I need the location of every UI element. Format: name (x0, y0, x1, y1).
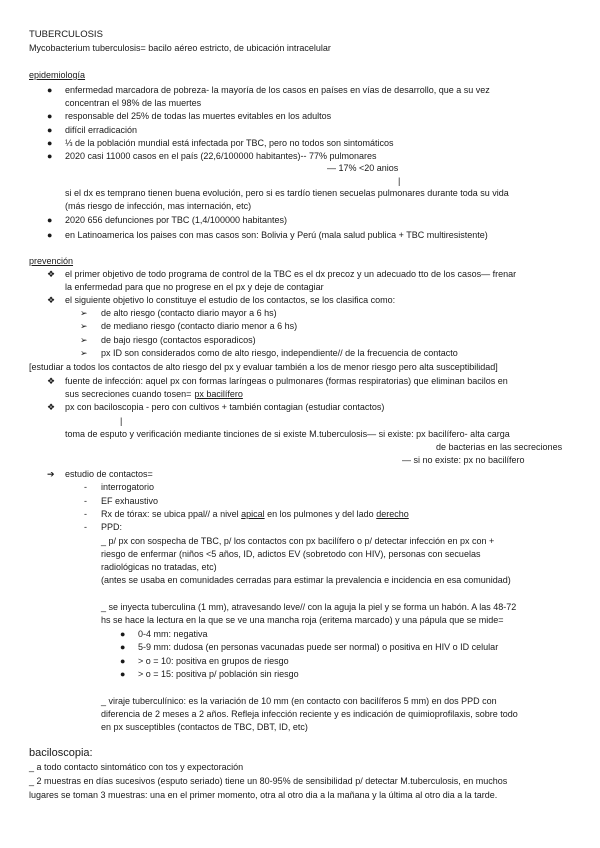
arrow-icon: ➢ (80, 348, 88, 358)
arrow-right-icon: ➔ (47, 469, 55, 479)
epi-connector: | (398, 176, 401, 186)
document-subtitle: Mycobacterium tuberculosis= bacilo aéreo estricto, de ubicación intracelular (29, 43, 331, 53)
epi-item: ⅓ de la población mundial está infectada por TBC, pero no todos son sintomáticos (65, 138, 394, 148)
prev-item: el primer objetivo de todo programa de control de la TBC es el dx precoz y un adecuado tto de los casos— frenar (65, 269, 517, 279)
dash-icon: - (84, 482, 87, 492)
bullet-icon: ● (120, 629, 126, 639)
contactos-item: PPD: (101, 522, 123, 532)
dash-icon: - (84, 522, 87, 532)
epi-item: difícil erradicación (65, 125, 138, 135)
bullet-icon: ● (47, 230, 53, 240)
diamond-icon: ❖ (47, 295, 56, 305)
document-title: TUBERCULOSIS (29, 29, 103, 40)
epi-item: 2020 casi 11000 casos en el país (22,6/100000 habitantes)-- 77% pulmonares (65, 151, 377, 161)
ppd-line: hs se hace la lectura en la que se ve una mancha roja (eritema marcado) y una pápula que se mide= (101, 615, 504, 625)
ppd-result: 0-4 mm: negativa (138, 629, 208, 639)
ppd-line: _ viraje tuberculínico: es la variación de 10 mm (en contacto con bacilíferos 5 mm) en dos PPD con (101, 696, 497, 706)
prev-item: px con baciloscopia - pero con cultivos + también contagian (estudiar contactos) (65, 402, 385, 412)
ppd-line: radiológicas no tratadas, etc) (101, 562, 217, 572)
prev-item: el siguiente objetivo lo constituye el estudio de los contactos, se los clasifica como: (65, 295, 396, 305)
epi-note: si el dx es temprano tienen buena evolución, pero si es tardío tienen secuelas pulmonares durante toda su vida (65, 188, 509, 198)
bullet-icon: ● (120, 642, 126, 652)
baciloscopia-heading: baciloscopia: (29, 747, 93, 759)
contactos-heading: estudio de contactos= (65, 469, 153, 479)
ppd-result: 5-9 mm: dudosa (en personas vacunadas puede ser normal) o positiva en HIV o ID celular (138, 642, 499, 652)
arrow-icon: ➢ (80, 335, 88, 345)
diamond-icon: ❖ (47, 376, 56, 386)
prev-item: fuente de infección: aquel px con formas laríngeas o pulmonares (formas respiratorias) que eliminan bacilos en (65, 376, 508, 386)
baciloscopia-line: _ a todo contacto sintomático con tos y expectoración (29, 762, 244, 772)
derecho-term: derecho (376, 509, 409, 519)
prev-item-cont: la enfermedad para que no progrese en el px y deje de contagiar (65, 282, 324, 292)
epi-item: 2020 656 defunciones por TBC (1,4/100000 habitantes) (65, 215, 287, 225)
baciloscopia-line: lugares se toman 3 muestras: una en el primer momento, otra al otro dia a la mañana y la última al otro dia a la tarde. (29, 790, 498, 800)
bullet-icon: ● (47, 215, 53, 225)
epi-note-cont: (más riesgo de infección, mas internación, etc) (65, 201, 252, 211)
prev-note: toma de esputo y verificación mediante tinciones de si existe M.tuberculosis— si existe: px bacilífero- alta carga (65, 429, 510, 439)
prev-note-branch: — si no existe: px no bacilífero (402, 455, 525, 465)
bullet-icon: ● (120, 669, 126, 679)
diamond-icon: ❖ (47, 269, 56, 279)
rx-text: Rx de tórax: se ubica ppal// a nivel (101, 509, 239, 519)
baciloscopia-line: _ 2 muestras en días sucesivos (esputo seriado) tiene un 80-95% de sensibilidad p/ detectar M.tuberculosis, en muchos (29, 776, 508, 786)
contactos-item: EF exhaustivo (101, 496, 159, 506)
dash-icon: - (84, 509, 87, 519)
ppd-line: _ se inyecta tuberculina (1 mm), atravesando leve// con la aguja la piel y se forma un habón. A las 48-72 (101, 602, 517, 612)
epi-item: responsable del 25% de todas las muertes evitables en los adultos (65, 111, 332, 121)
epi-subnote: — 17% <20 anios (327, 163, 399, 173)
ppd-line: _ p/ px con sospecha de TBC, p/ los contactos con px bacilífero o p/ detectar infección en px con + (101, 536, 495, 546)
contactos-item: interrogatorio (101, 482, 155, 492)
prev-connector: | (120, 416, 123, 426)
bullet-icon: ● (47, 85, 53, 95)
ppd-line: (antes se usaba en comunidades cerradas para estimar la prevalencia e incidencia en esa comunidad) (101, 575, 511, 585)
bullet-icon: ● (47, 125, 53, 135)
diamond-icon: ❖ (47, 402, 56, 412)
apical-term: apical (241, 509, 265, 519)
risk-level: de mediano riesgo (contacto diario menor a 6 hs) (101, 321, 298, 331)
risk-level: px ID son considerados como de alto riesgo, independiente// de la frecuencia de contacto (101, 348, 458, 358)
section-heading-epidemiologia: epidemiología (29, 70, 86, 80)
bullet-icon: ● (47, 151, 53, 161)
epi-item-cont: concentran el 98% de las muertes (65, 98, 202, 108)
ppd-result: > o = 15: positiva p/ población sin riesgo (138, 669, 299, 679)
epi-item: en Latinoamerica los paises con mas casos son: Bolivia y Perú (mala salud publica + TBC multiresistente) (65, 230, 488, 240)
risk-level: de bajo riesgo (contactos esporadicos) (101, 335, 256, 345)
ppd-line: riesgo de enfermar (niños <5 años, ID, adictos EV (sobretodo con HIV), personas con secuelas (101, 549, 481, 559)
arrow-icon: ➢ (80, 308, 88, 318)
ppd-result: > o = 10: positiva en grupos de riesgo (138, 656, 289, 666)
dash-icon: - (84, 496, 87, 506)
bullet-icon: ● (47, 138, 53, 148)
px-bacilifero-term: px bacilífero (194, 389, 243, 399)
section-heading-prevencion: prevención (29, 256, 74, 266)
prev-item-text: sus secreciones cuando tosen= (65, 389, 192, 399)
arrow-icon: ➢ (80, 321, 88, 331)
bracket-note: [estudiar a todos los contactos de alto riesgo del px y evaluar también a los de menor riesgo pero alta susceptibilidad] (29, 362, 498, 372)
risk-level: de alto riesgo (contacto diario mayor a 6 hs) (101, 308, 277, 318)
prev-note-cont: de bacterias en las secreciones (436, 442, 563, 452)
ppd-line: diferencia de 2 meses a 2 años. Refleja infección reciente y es indicación de quimioprofilaxis, sobre todo (101, 709, 518, 719)
prev-item-cont (65, 388, 243, 400)
rx-text-cont: en los pulmones y del lado (267, 509, 374, 519)
bullet-icon: ● (47, 111, 53, 121)
epi-item: enfermedad marcadora de pobreza- la mayoría de los casos en países en vías de desarrollo, que a su vez (65, 85, 490, 95)
ppd-line: en px susceptibles (contactos de TBC, DBT, ID, etc) (101, 722, 308, 732)
bullet-icon: ● (120, 656, 126, 666)
contactos-item (101, 508, 409, 520)
